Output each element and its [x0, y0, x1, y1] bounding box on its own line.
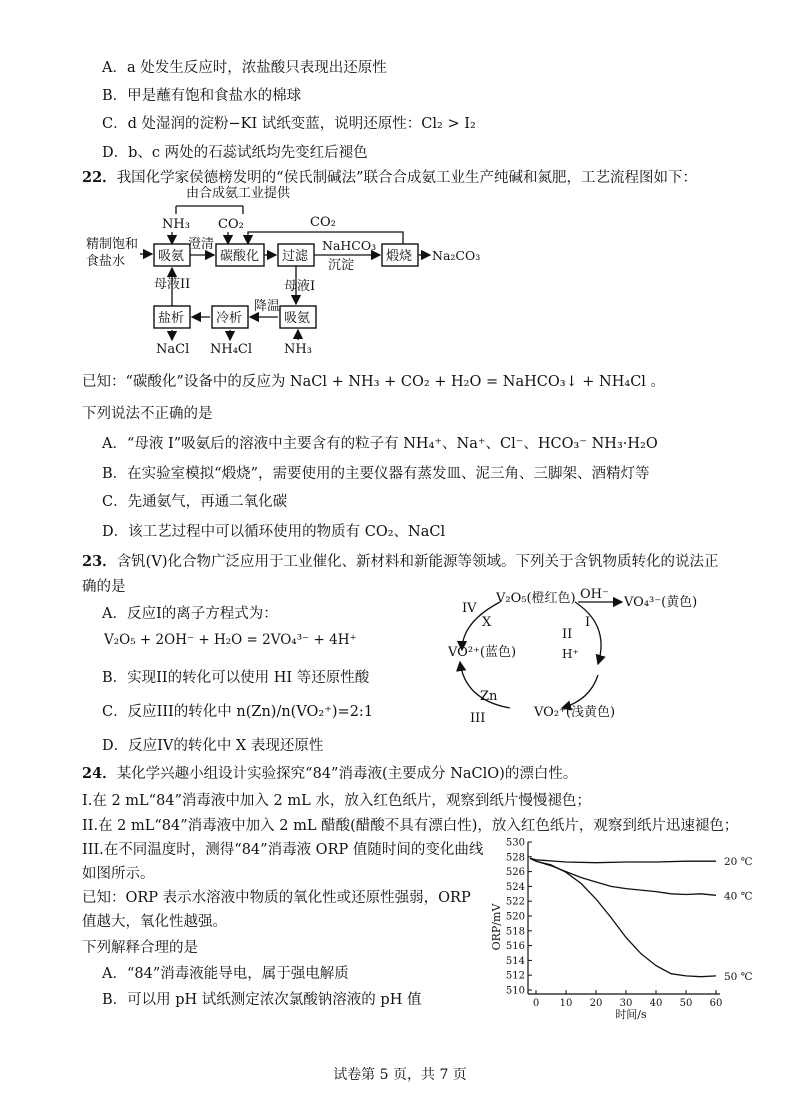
flow-absorb2: 吸氨: [284, 311, 311, 326]
y-tick-label: 510: [505, 985, 525, 997]
q24-option-a: A．“84”消毒液能导电，属于强电解质: [102, 966, 349, 982]
flow-co2-top: CO₂: [218, 217, 244, 232]
q22-stem: 我国化学家侯德榜发明的“侯氏制碱法”联合合成氨工业生产纯碱和氮肥，工艺流程图如下：: [116, 170, 698, 186]
q21-option-c: C．d 处湿润的淀粉−KI 试纸变蓝，说明还原性：Cl₂ > I₂: [102, 116, 476, 132]
chart-series: [530, 856, 753, 983]
flow-precipitate: 沉淀: [328, 258, 355, 273]
y-tick-label: 530: [505, 837, 525, 849]
q22-option-c: C．先通氨气，再通二氧化碳: [102, 494, 288, 510]
q24-heading: [82, 762, 577, 783]
q24-number: 24．: [82, 765, 117, 782]
x-tick-label: 30: [619, 998, 633, 1009]
cycle-v2o5: V₂O₅(橙红色): [496, 591, 576, 606]
q24-step-2: II.在 2 mL“84”消毒液中加入 2 mL 醋酸(醋酸不具有漂白性)，放入红色纸片，观察到纸片迅速褪色；: [82, 818, 739, 834]
flow-carbonate: 碳酸化: [220, 249, 260, 264]
q21-option-d: D．b、c 两处的石蕊试纸均先变红后褪色: [102, 145, 368, 161]
series-label-3: 50 ℃: [724, 970, 753, 983]
flow-mother1: 母液I: [284, 279, 316, 294]
cycle-vo2plus: VO₂⁺(浅黄色): [534, 705, 616, 720]
q23-option-c: C．反应III的转化中 n(Zn)/n(VO₂⁺)=2:1: [102, 704, 374, 720]
y-tick-label: 512: [505, 970, 525, 982]
flow-nh3-bottom: NH₃: [284, 342, 312, 357]
x-tick-label: 50: [679, 998, 693, 1009]
q23-stem-line1: 含钒(V)化合物广泛应用于工业催化、新材料和新能源等领域。下列关于含钒物质转化的说法正: [116, 554, 719, 570]
x-tick-label: 10: [559, 998, 573, 1009]
y-tick-label: 520: [505, 911, 525, 923]
q22-option-b: B．在实验室模拟“煅烧”，需要使用的主要仪器有蒸发皿、泥三角、三脚架、酒精灯等: [102, 466, 650, 482]
q24-option-b: B．可以用 pH 试纸测定浓次氯酸钠溶液的 pH 值: [102, 992, 422, 1008]
flow-cryst: 冷析: [216, 311, 243, 326]
q22-number: 22．: [82, 169, 117, 186]
q22-option-d: D．该工艺过程中可以循环使用的物质有 CO₂、NaCl: [102, 524, 446, 540]
q24-step-3b: 如图所示。: [82, 866, 155, 882]
cycle-roman-3: III: [470, 711, 486, 726]
flow-nh3-top: NH₃: [162, 217, 190, 232]
flow-nh4cl: NH₄Cl: [210, 342, 253, 357]
flow-co2-right: CO₂: [310, 215, 336, 230]
q23-option-b: B．实现II的转化可以使用 HI 等还原性酸: [102, 670, 370, 686]
q21-option-a: A．a 处发生反应时，浓盐酸只表现出还原性: [102, 60, 387, 76]
cycle-roman-4: IV: [462, 601, 477, 616]
cycle-oh: OH⁻: [580, 587, 609, 602]
x-tick-label: 40: [649, 998, 663, 1009]
q23-heading: [82, 550, 718, 571]
flow-provider-label: 由合成氨工业提供: [186, 186, 291, 201]
q22-flow-diagram: [78, 180, 518, 360]
chart-y-axis-label: ORP/mV: [490, 903, 503, 951]
flow-nahco3: NaHCO₃: [322, 238, 377, 253]
y-tick-label: 528: [505, 852, 525, 864]
cycle-h: H⁺: [562, 647, 579, 661]
flow-cool: 降温: [254, 299, 281, 314]
flow-clarify: 澄清: [188, 237, 215, 252]
y-tick-label: 514: [505, 955, 525, 967]
chart-axes: [506, 838, 722, 1010]
q24-ask: 下列解释合理的是: [82, 940, 198, 956]
flow-feed-line2: 食盐水: [86, 254, 126, 269]
q24-step-1: I.在 2 mL“84”消毒液中加入 2 mL 水，放入红色纸片，观察到纸片慢慢褪色；: [82, 793, 591, 809]
q24-known-1: 已知：ORP 表示水溶液中物质的氧化性或还原性强弱，ORP: [82, 890, 471, 906]
cycle-vo2plus2: VO²⁺(蓝色): [448, 645, 517, 660]
q23-vanadium-cycle: [440, 580, 720, 730]
q23-stem-line2: 确的是: [82, 579, 126, 595]
chart-x-axis-label: 时间/s: [615, 1008, 647, 1021]
page-footer: 试卷第 5 页，共 7 页: [333, 1067, 467, 1083]
x-tick-label: 0: [532, 998, 540, 1009]
series-label-2: 40 ℃: [724, 890, 753, 903]
flow-filter: 过滤: [282, 249, 309, 264]
y-tick-label: 522: [505, 896, 525, 908]
flow-salt-out: 盐析: [158, 311, 185, 326]
q21-option-b: B．甲是蘸有饱和食盐水的棉球: [102, 88, 302, 104]
series-line-3: [530, 858, 716, 976]
cycle-vo4: VO₄³⁻(黄色): [624, 595, 698, 610]
q23-number: 23．: [82, 553, 117, 570]
x-tick-label: 60: [709, 998, 723, 1009]
flow-absorb1: 吸氨: [158, 249, 185, 264]
q22-known: 已知：“碳酸化”设备中的反应为 NaCl + NH₃ + CO₂ + H₂O = NaHCO₃↓ + NH₄Cl 。: [82, 374, 666, 390]
flow-nacl: NaCl: [156, 342, 190, 357]
cycle-zn: Zn: [480, 689, 498, 704]
flow-calcine: 煅烧: [386, 249, 413, 264]
series-label-1: 20 ℃: [724, 856, 753, 869]
q24-known-2: 值越大，氧化性越强。: [82, 914, 227, 930]
y-tick-label: 524: [505, 881, 525, 893]
flow-mother2: 母液II: [154, 277, 191, 292]
y-tick-label: 526: [505, 867, 525, 879]
y-tick-label: 518: [505, 926, 525, 938]
flow-feed-line1: 精制饱和: [86, 237, 139, 252]
q24-step-3a: III.在不同温度时，测得“84”消毒液 ORP 值随时间的变化曲线: [82, 842, 484, 858]
q23-option-a-equation: V₂O₅ + 2OH⁻ + H₂O = 2VO₄³⁻ + 4H⁺: [104, 632, 357, 648]
q22-option-a: A．“母液 I”吸氨后的溶液中主要含有的粒子有 NH₄⁺、Na⁺、Cl⁻、HCO₃⁻ NH₃·H₂O: [102, 436, 658, 452]
cycle-x: X: [482, 615, 492, 630]
provider-bracket: [176, 206, 243, 214]
q22-ask: 下列说法不正确的是: [82, 406, 213, 422]
q23-option-d: D．反应IV的转化中 X 表现还原性: [102, 738, 324, 754]
series-line-1: [530, 858, 716, 862]
q24-stem: 某化学兴趣小组设计实验探究“84”消毒液(主要成分 NaClO)的漂白性。: [116, 766, 578, 782]
y-tick-label: 516: [505, 941, 525, 953]
orp-chart: [490, 832, 760, 1022]
series-line-2: [530, 858, 716, 895]
flow-na2co3: Na₂CO₃: [432, 248, 481, 263]
q23-option-a: A．反应I的离子方程式为：: [102, 606, 278, 622]
cycle-roman-2: II: [562, 627, 573, 642]
cycle-roman-1: I: [585, 615, 591, 630]
x-tick-label: 20: [589, 998, 603, 1009]
